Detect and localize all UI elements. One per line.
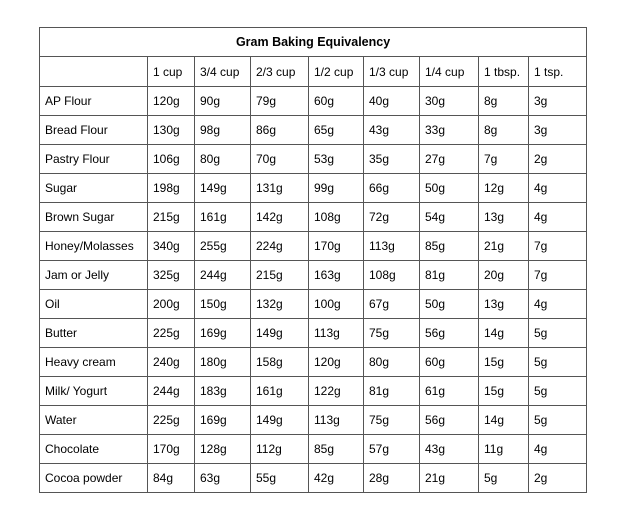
gram-value-cell: 63g xyxy=(195,464,251,493)
gram-value-cell: 8g xyxy=(479,87,529,116)
gram-value-cell: 5g xyxy=(529,348,587,377)
gram-value-cell: 81g xyxy=(364,377,420,406)
gram-value-cell: 43g xyxy=(420,435,479,464)
gram-value-cell: 56g xyxy=(420,319,479,348)
gram-value-cell: 198g xyxy=(148,174,195,203)
table-body xyxy=(40,57,587,493)
gram-value-cell: 5g xyxy=(529,377,587,406)
gram-value-cell: 85g xyxy=(309,435,364,464)
gram-value-cell: 13g xyxy=(479,290,529,319)
gram-value-cell: 99g xyxy=(309,174,364,203)
gram-value-cell: 13g xyxy=(479,203,529,232)
gram-value-cell: 84g xyxy=(148,464,195,493)
gram-value-cell: 14g xyxy=(479,319,529,348)
gram-value-cell: 183g xyxy=(195,377,251,406)
column-header: 1/3 cup xyxy=(364,57,420,87)
gram-value-cell: 149g xyxy=(251,319,309,348)
gram-value-cell: 33g xyxy=(420,116,479,145)
gram-value-cell: 122g xyxy=(309,377,364,406)
table-row xyxy=(40,203,587,232)
table-row xyxy=(40,87,587,116)
gram-value-cell: 224g xyxy=(251,232,309,261)
gram-value-cell: 4g xyxy=(529,203,587,232)
gram-value-cell: 158g xyxy=(251,348,309,377)
gram-value-cell: 108g xyxy=(309,203,364,232)
gram-value-cell: 163g xyxy=(309,261,364,290)
table-row xyxy=(40,232,587,261)
gram-value-cell: 53g xyxy=(309,145,364,174)
gram-value-cell: 67g xyxy=(364,290,420,319)
gram-value-cell: 12g xyxy=(479,174,529,203)
ingredient-name: Honey/Molasses xyxy=(40,232,148,261)
gram-value-cell: 149g xyxy=(195,174,251,203)
gram-value-cell: 65g xyxy=(309,116,364,145)
gram-value-cell: 120g xyxy=(309,348,364,377)
ingredient-name: Brown Sugar xyxy=(40,203,148,232)
gram-value-cell: 215g xyxy=(251,261,309,290)
gram-value-cell: 225g xyxy=(148,319,195,348)
ingredient-name: Chocolate xyxy=(40,435,148,464)
column-header: 1/4 cup xyxy=(420,57,479,87)
gram-value-cell: 130g xyxy=(148,116,195,145)
ingredient-name: Cocoa powder xyxy=(40,464,148,493)
gram-value-cell: 2g xyxy=(529,145,587,174)
header-row xyxy=(40,57,587,87)
table-row xyxy=(40,406,587,435)
gram-value-cell: 7g xyxy=(529,232,587,261)
gram-value-cell: 5g xyxy=(529,406,587,435)
gram-value-cell: 80g xyxy=(195,145,251,174)
table-row xyxy=(40,145,587,174)
gram-value-cell: 56g xyxy=(420,406,479,435)
gram-value-cell: 72g xyxy=(364,203,420,232)
gram-value-cell: 131g xyxy=(251,174,309,203)
table-row xyxy=(40,174,587,203)
column-header: 1/2 cup xyxy=(309,57,364,87)
table-row xyxy=(40,319,587,348)
gram-value-cell: 60g xyxy=(420,348,479,377)
gram-value-cell: 79g xyxy=(251,87,309,116)
column-header: 2/3 cup xyxy=(251,57,309,87)
gram-value-cell: 112g xyxy=(251,435,309,464)
gram-value-cell: 21g xyxy=(420,464,479,493)
gram-value-cell: 8g xyxy=(479,116,529,145)
gram-value-cell: 240g xyxy=(148,348,195,377)
gram-value-cell: 5g xyxy=(479,464,529,493)
ingredient-name: Jam or Jelly xyxy=(40,261,148,290)
gram-value-cell: 57g xyxy=(364,435,420,464)
gram-value-cell: 28g xyxy=(364,464,420,493)
column-header: 1 cup xyxy=(148,57,195,87)
gram-value-cell: 340g xyxy=(148,232,195,261)
gram-value-cell: 128g xyxy=(195,435,251,464)
gram-value-cell: 3g xyxy=(529,87,587,116)
gram-value-cell: 180g xyxy=(195,348,251,377)
table-row xyxy=(40,464,587,493)
gram-value-cell: 170g xyxy=(148,435,195,464)
gram-value-cell: 14g xyxy=(479,406,529,435)
gram-value-cell: 100g xyxy=(309,290,364,319)
gram-value-cell: 60g xyxy=(309,87,364,116)
gram-value-cell: 90g xyxy=(195,87,251,116)
table-row xyxy=(40,290,587,319)
gram-value-cell: 75g xyxy=(364,319,420,348)
gram-value-cell: 2g xyxy=(529,464,587,493)
gram-value-cell: 75g xyxy=(364,406,420,435)
gram-value-cell: 215g xyxy=(148,203,195,232)
gram-value-cell: 54g xyxy=(420,203,479,232)
gram-value-cell: 7g xyxy=(479,145,529,174)
ingredient-name: Milk/ Yogurt xyxy=(40,377,148,406)
gram-value-cell: 244g xyxy=(148,377,195,406)
gram-value-cell: 4g xyxy=(529,435,587,464)
gram-value-cell: 142g xyxy=(251,203,309,232)
header-corner-cell xyxy=(40,57,148,87)
gram-value-cell: 149g xyxy=(251,406,309,435)
gram-value-cell: 244g xyxy=(195,261,251,290)
gram-value-cell: 80g xyxy=(364,348,420,377)
gram-value-cell: 7g xyxy=(529,261,587,290)
gram-value-cell: 61g xyxy=(420,377,479,406)
gram-value-cell: 98g xyxy=(195,116,251,145)
ingredient-name: Pastry Flour xyxy=(40,145,148,174)
gram-value-cell: 120g xyxy=(148,87,195,116)
column-header: 1 tsp. xyxy=(529,57,587,87)
gram-value-cell: 161g xyxy=(251,377,309,406)
gram-value-cell: 132g xyxy=(251,290,309,319)
gram-value-cell: 27g xyxy=(420,145,479,174)
gram-value-cell: 106g xyxy=(148,145,195,174)
gram-value-cell: 85g xyxy=(420,232,479,261)
gram-value-cell: 108g xyxy=(364,261,420,290)
table-row xyxy=(40,261,587,290)
gram-value-cell: 11g xyxy=(479,435,529,464)
gram-value-cell: 325g xyxy=(148,261,195,290)
gram-value-cell: 170g xyxy=(309,232,364,261)
gram-value-cell: 3g xyxy=(529,116,587,145)
gram-value-cell: 113g xyxy=(364,232,420,261)
ingredient-name: Water xyxy=(40,406,148,435)
gram-value-cell: 15g xyxy=(479,348,529,377)
column-header: 3/4 cup xyxy=(195,57,251,87)
gram-value-cell: 50g xyxy=(420,174,479,203)
table-row xyxy=(40,116,587,145)
gram-value-cell: 161g xyxy=(195,203,251,232)
gram-value-cell: 43g xyxy=(364,116,420,145)
equivalency-table xyxy=(39,27,587,493)
gram-value-cell: 81g xyxy=(420,261,479,290)
gram-value-cell: 169g xyxy=(195,406,251,435)
gram-value-cell: 169g xyxy=(195,319,251,348)
table-row xyxy=(40,348,587,377)
table-title: Gram Baking Equivalency xyxy=(40,28,587,57)
gram-value-cell: 113g xyxy=(309,406,364,435)
gram-value-cell: 4g xyxy=(529,290,587,319)
table-row xyxy=(40,377,587,406)
gram-value-cell: 113g xyxy=(309,319,364,348)
gram-value-cell: 4g xyxy=(529,174,587,203)
table-row xyxy=(40,435,587,464)
gram-value-cell: 255g xyxy=(195,232,251,261)
ingredient-name: Oil xyxy=(40,290,148,319)
gram-value-cell: 70g xyxy=(251,145,309,174)
gram-value-cell: 150g xyxy=(195,290,251,319)
gram-value-cell: 86g xyxy=(251,116,309,145)
gram-value-cell: 15g xyxy=(479,377,529,406)
ingredient-name: Heavy cream xyxy=(40,348,148,377)
gram-value-cell: 21g xyxy=(479,232,529,261)
gram-value-cell: 55g xyxy=(251,464,309,493)
ingredient-name: Bread Flour xyxy=(40,116,148,145)
ingredient-name: Butter xyxy=(40,319,148,348)
gram-value-cell: 50g xyxy=(420,290,479,319)
gram-value-cell: 225g xyxy=(148,406,195,435)
gram-value-cell: 20g xyxy=(479,261,529,290)
gram-value-cell: 200g xyxy=(148,290,195,319)
ingredient-name: Sugar xyxy=(40,174,148,203)
gram-value-cell: 35g xyxy=(364,145,420,174)
equivalency-sheet xyxy=(39,27,586,493)
gram-value-cell: 42g xyxy=(309,464,364,493)
ingredient-name: AP Flour xyxy=(40,87,148,116)
gram-value-cell: 40g xyxy=(364,87,420,116)
gram-value-cell: 66g xyxy=(364,174,420,203)
column-header: 1 tbsp. xyxy=(479,57,529,87)
gram-value-cell: 30g xyxy=(420,87,479,116)
gram-value-cell: 5g xyxy=(529,319,587,348)
